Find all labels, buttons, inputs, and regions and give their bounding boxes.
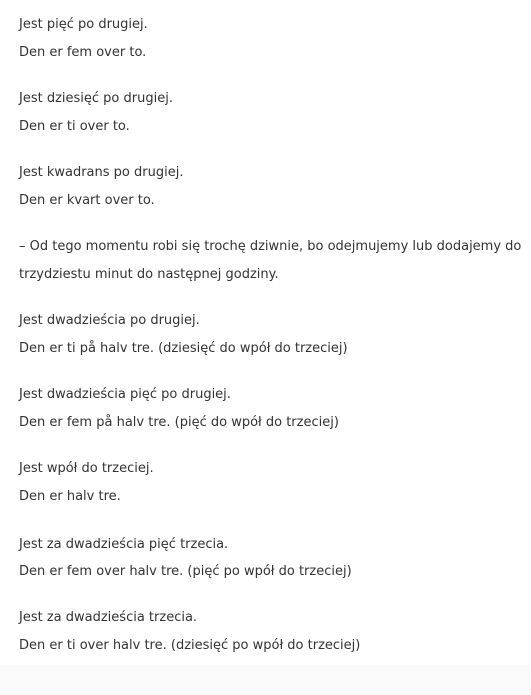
polish-sentence: Jest dziesięć po drugiej. (19, 91, 173, 106)
norwegian-sentence: Den er fem over to. (19, 45, 147, 60)
polish-sentence: Jest za dwadzieścia pięć trzecia. (19, 537, 229, 552)
polish-sentence: Jest pięć po drugiej. (19, 17, 148, 32)
page-bottom-band (0, 665, 531, 695)
norwegian-sentence: Den er fem over halv tre. (pięć po wpół do trzeciej) (19, 564, 352, 579)
polish-sentence: Jest wpół do trzeciej. (19, 461, 154, 476)
norwegian-sentence: Den er fem på halv tre. (pięć do wpół do trzeciej) (19, 415, 339, 430)
polish-sentence: Jest kwadrans po drugiej. (19, 165, 184, 180)
polish-sentence: Jest za dwadzieścia trzecia. (19, 610, 198, 625)
explanation-note-line: trzydziestu minut do następnej godziny. (19, 267, 279, 282)
norwegian-sentence: Den er ti på halv tre. (dziesięć do wpół do trzeciej) (19, 341, 348, 356)
norwegian-sentence: Den er ti over to. (19, 119, 130, 134)
polish-sentence: Jest dwadzieścia po drugiej. (19, 313, 200, 328)
norwegian-sentence: Den er kvart over to. (19, 193, 155, 208)
polish-sentence: Jest dwadzieścia pięć po drugiej. (19, 387, 231, 402)
norwegian-sentence: Den er halv tre. (19, 489, 121, 504)
norwegian-sentence: Den er ti over halv tre. (dziesięć po wpół do trzeciej) (19, 638, 361, 653)
explanation-note-line: – Od tego momentu robi się trochę dziwnie, bo odejmujemy lub dodajemy do (19, 239, 522, 254)
